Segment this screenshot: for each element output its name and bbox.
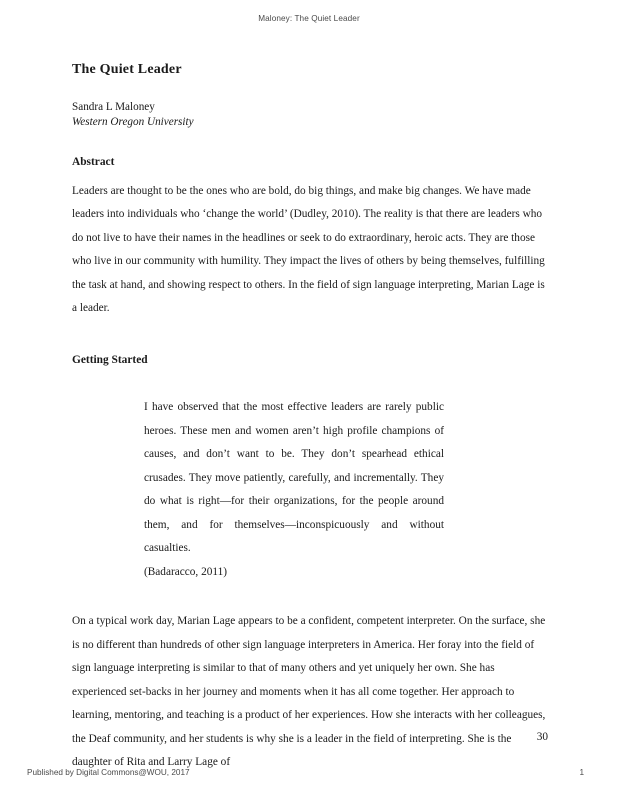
abstract-heading: Abstract: [72, 155, 115, 168]
block-quote: [144, 396, 444, 584]
block-quote-text: I have observed that the most effective leaders are rarely public heroes. These men and women aren’t high profile champions of causes, and don’t want to be. They don’t spearhead ethical crusades. They move patiently, carefully, and incrementally. They do what is right—for their organizations, for the people around them, and for themselves—inconspicuously and without casualties.: [144, 401, 444, 555]
article-content: [72, 62, 548, 775]
page-footer: [0, 768, 618, 782]
page-title: The Quiet Leader: [72, 62, 182, 77]
body-paragraph-1: On a typical work day, Marian Lage appears to be a confident, competent interpreter. On the surface, she is no different than hundreds of other sign language interpreters in America. Her foray into the field of sign language interpreting is similar to that of many others and yet uniquely her own. She has experienced set-backs in her journey and moments when it has all come together. Her approach to learning, mentoring, and teaching is a product of her experiences. How she interacts with her colleagues, the Deaf community, and her students is why she is a leader in the field of interpreting. She is the daughter of Rita and Larry Lage of: [72, 615, 546, 769]
block-quote-citation: (Badaracco, 2011): [144, 565, 228, 578]
abstract-paragraph: Leaders are thought to be the ones who are bold, do big things, and make big changes. We have made leaders into individuals who ‘change the world’ (Dudley, 2010). The reality is that there are leaders who do not live to have their names in the headlines or seek to do extraordinary, heroic acts. They are those who live in our community with humility. They impact the lives of others by being themselves, fulfilling the task at hand, and showing respect to others. In the field of sign language interpreting, Marian Lage is a leader.: [72, 184, 545, 314]
running-head: Maloney: The Quiet Leader: [258, 14, 360, 23]
footer-publisher-line: Published by Digital Commons@WOU, 2017: [27, 768, 190, 777]
footer-page-number: 1: [579, 768, 584, 777]
author-affiliation: Western Oregon University: [72, 115, 194, 128]
byline: [72, 100, 548, 130]
getting-started-heading: Getting Started: [72, 354, 148, 367]
in-text-page-number: 30: [536, 731, 548, 743]
author-name: Sandra L Maloney: [72, 101, 155, 113]
